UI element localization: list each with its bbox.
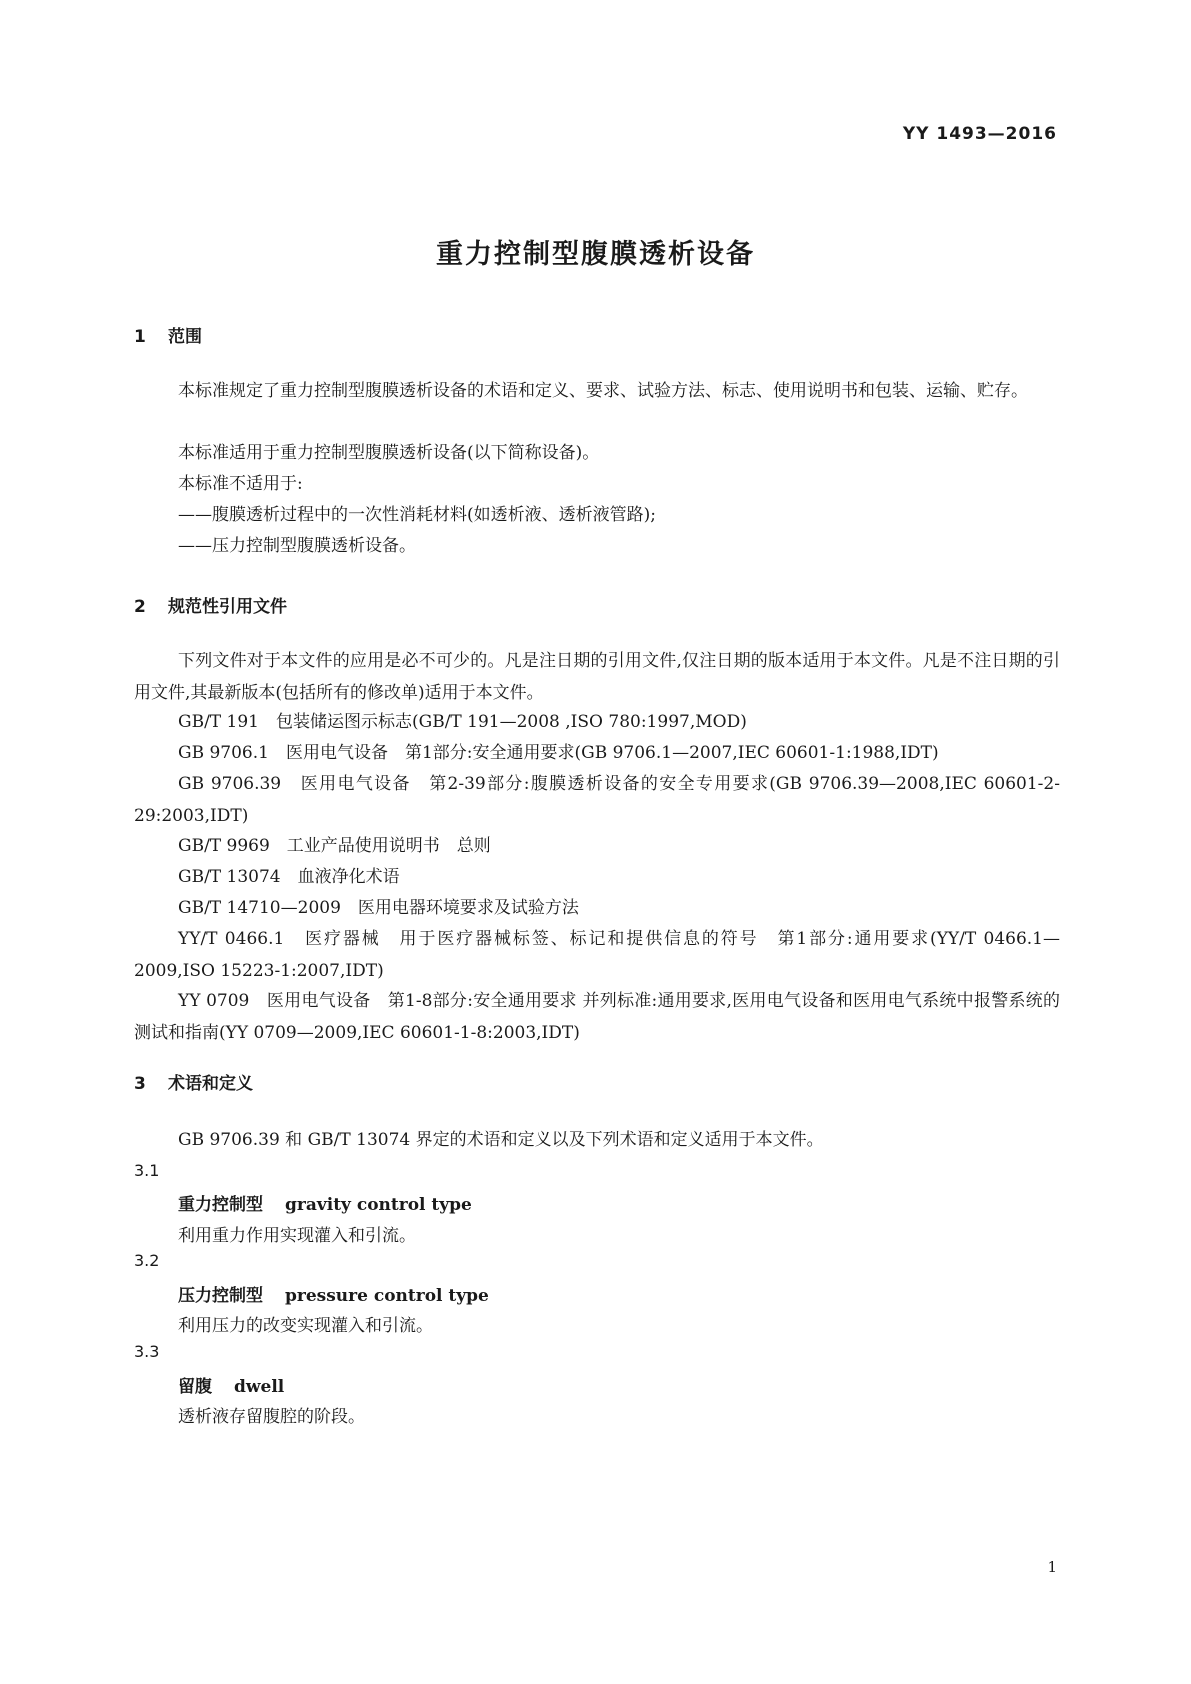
section-number: 3 bbox=[134, 1074, 146, 1094]
section-2-heading bbox=[134, 592, 287, 617]
term-name bbox=[178, 1372, 284, 1397]
section-title: 规范性引用文件 bbox=[168, 597, 287, 617]
term-name bbox=[178, 1281, 489, 1306]
reference-item: GB/T 9969 工业产品使用说明书 总则 bbox=[178, 836, 491, 856]
paragraph: 本标准规定了重力控制型腹膜透析设备的术语和定义、要求、试验方法、标志、使用说明书和包装、运输、贮存。 bbox=[178, 381, 1028, 401]
paragraph: 下列文件对于本文件的应用是必不可少的。凡是注日期的引用文件,仅注日期的版本适用于本文件。凡是不注日期的引用文件,其最新版本(包括所有的修改单)适用于本文件。 bbox=[134, 651, 1060, 703]
term-number: 3.3 bbox=[134, 1342, 160, 1361]
term-name-en: dwell bbox=[234, 1377, 285, 1397]
term-name bbox=[178, 1190, 472, 1215]
reference-item: GB 9706.39 医用电气设备 第2-39部分:腹膜透析设备的安全专用要求(GB 9706.39—2008,IEC 60601-2-29:2003,IDT) bbox=[134, 774, 1060, 826]
section-3-heading bbox=[134, 1069, 253, 1094]
paragraph: 本标准适用于重力控制型腹膜透析设备(以下简称设备)。 bbox=[178, 443, 600, 463]
section-title: 术语和定义 bbox=[168, 1074, 253, 1094]
term-name-en: gravity control type bbox=[285, 1195, 472, 1215]
standard-number: YY 1493—2016 bbox=[902, 124, 1057, 144]
section-number: 1 bbox=[134, 327, 146, 347]
section-1-heading bbox=[134, 322, 202, 347]
term-name-zh: 重力控制型 bbox=[178, 1195, 263, 1215]
reference-item: GB/T 191 包装储运图示标志(GB/T 191—2008 ,ISO 780:1997,MOD) bbox=[178, 712, 747, 732]
paragraph: GB 9706.39 和 GB/T 13074 界定的术语和定义以及下列术语和定义适用于本文件。 bbox=[178, 1130, 824, 1150]
term-number: 3.1 bbox=[134, 1161, 160, 1180]
paragraph: 本标准不适用于: bbox=[178, 474, 303, 494]
term-name-en: pressure control type bbox=[285, 1286, 489, 1306]
term-name-zh: 留腹 bbox=[178, 1377, 212, 1397]
reference-item: GB 9706.1 医用电气设备 第1部分:安全通用要求(GB 9706.1—2007,IEC 60601-1:1988,IDT) bbox=[178, 743, 939, 763]
reference-item: GB/T 13074 血液净化术语 bbox=[178, 867, 400, 887]
reference-item: YY/T 0466.1 医疗器械 用于医疗器械标签、标记和提供信息的符号 第1部分:通用要求(YY/T 0466.1—2009,ISO 15223-1:2007,IDT) bbox=[134, 929, 1060, 981]
reference-item: GB/T 14710—2009 医用电器环境要求及试验方法 bbox=[178, 898, 579, 918]
term-number: 3.2 bbox=[134, 1251, 160, 1270]
list-item: ——腹膜透析过程中的一次性消耗材料(如透析液、透析液管路); bbox=[178, 505, 656, 525]
term-definition: 利用压力的改变实现灌入和引流。 bbox=[178, 1316, 433, 1336]
document-title: 重力控制型腹膜透析设备 bbox=[436, 239, 755, 270]
section-number: 2 bbox=[134, 597, 146, 617]
term-name-zh: 压力控制型 bbox=[178, 1286, 263, 1306]
list-item: ——压力控制型腹膜透析设备。 bbox=[178, 536, 416, 556]
page-number: 1 bbox=[1047, 1558, 1057, 1576]
term-definition: 利用重力作用实现灌入和引流。 bbox=[178, 1226, 416, 1246]
reference-item: YY 0709 医用电气设备 第1-8部分:安全通用要求 并列标准:通用要求,医用电气设备和医用电气系统中报警系统的测试和指南(YY 0709—2009,IEC 60601-1-8:2003,IDT) bbox=[134, 991, 1060, 1043]
term-definition: 透析液存留腹腔的阶段。 bbox=[178, 1407, 365, 1427]
section-title: 范围 bbox=[168, 327, 202, 347]
